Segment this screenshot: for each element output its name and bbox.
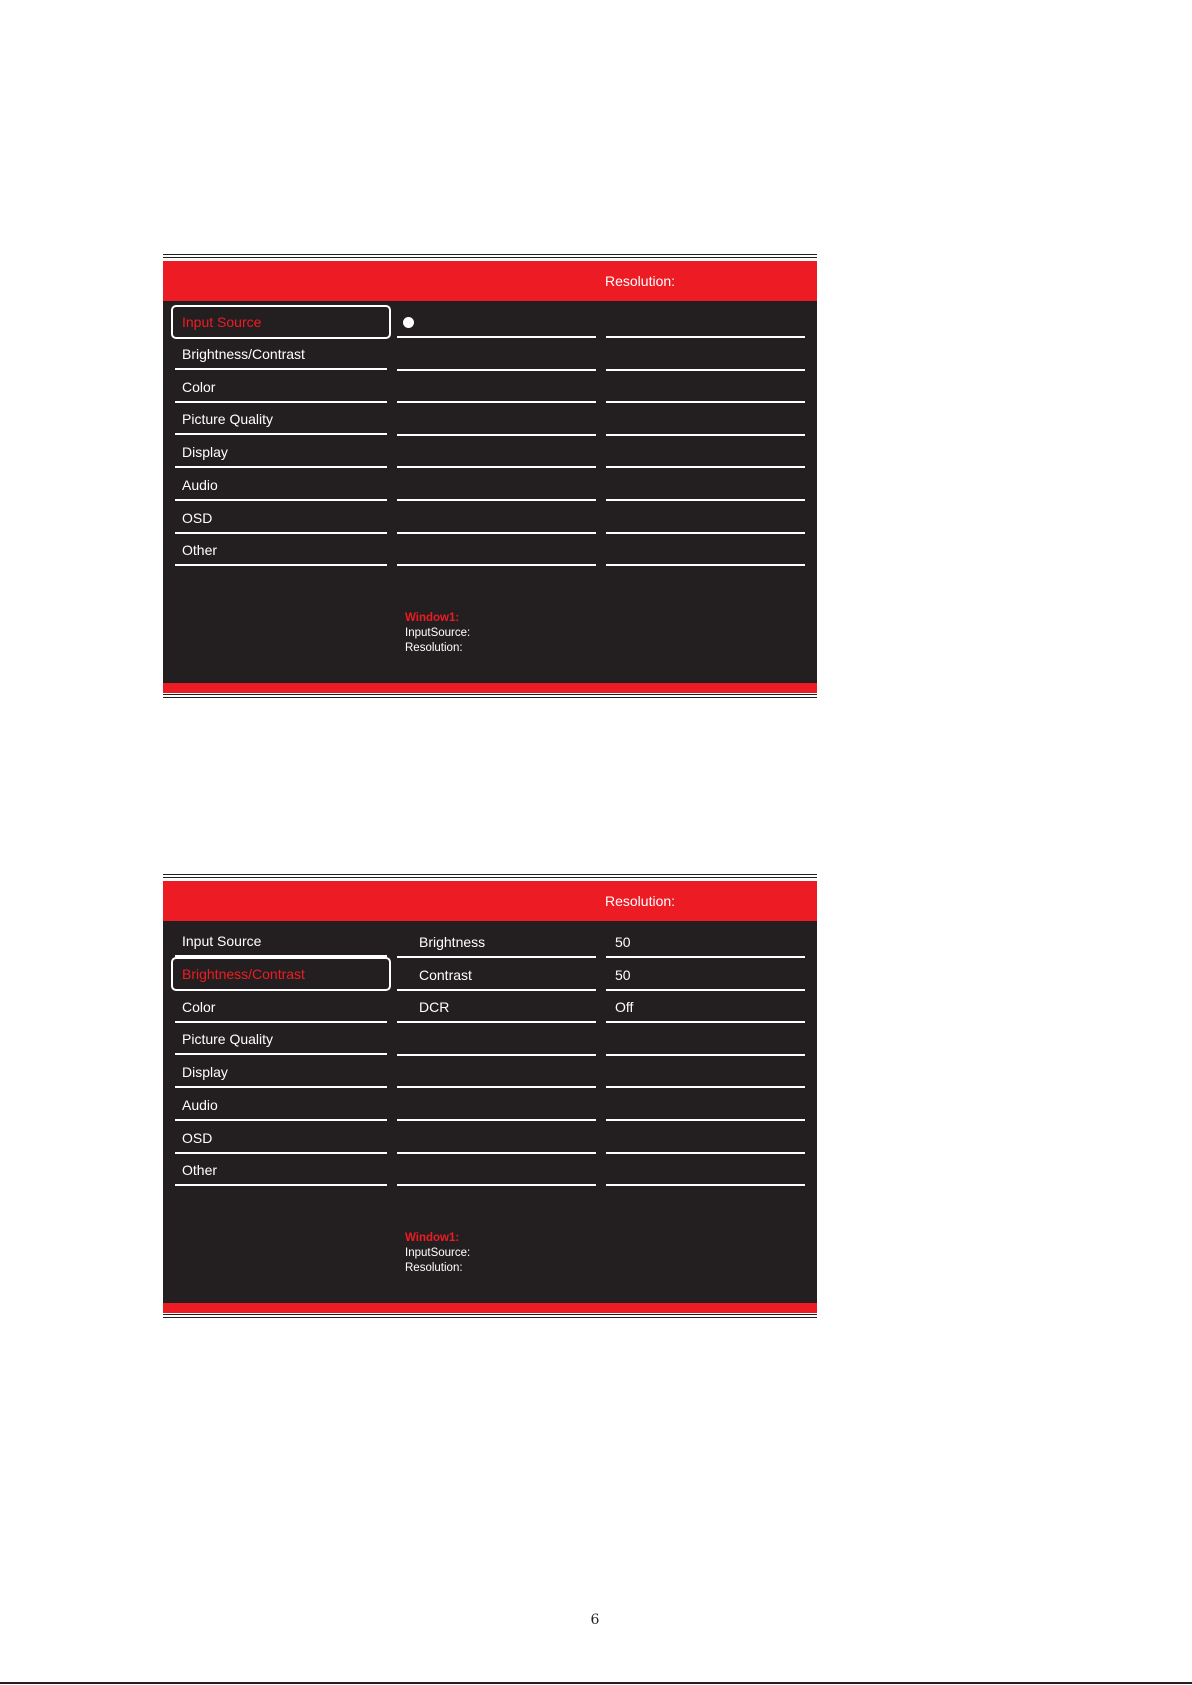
menu-item-other[interactable]: Other (175, 1154, 387, 1186)
submenu-row[interactable] (397, 339, 596, 371)
value-row (606, 306, 805, 338)
input-source-info: InputSource: (405, 1247, 471, 1259)
menu-item-input-source[interactable]: Input Source (171, 305, 391, 339)
value-row (606, 1089, 805, 1121)
header-resolution-label: Resolution: (605, 273, 676, 289)
submenu-row[interactable] (397, 1056, 596, 1088)
menu-item-color[interactable]: Color (175, 991, 387, 1023)
top-rule (163, 874, 817, 875)
menu-item-osd[interactable]: OSD (175, 502, 387, 534)
menu-item-audio[interactable]: Audio (175, 469, 387, 501)
menu-item-osd[interactable]: OSD (175, 1122, 387, 1154)
osd-footer-bar (163, 1303, 817, 1313)
resolution-info: Resolution: (405, 642, 463, 654)
submenu-item-brightness[interactable]: Brightness (397, 926, 596, 958)
submenu-row[interactable] (397, 404, 596, 436)
page-number: 6 (590, 1612, 600, 1628)
submenu-row[interactable] (397, 436, 596, 468)
value-row (606, 436, 805, 468)
top-rule (163, 877, 817, 878)
bottom-rule (163, 1317, 817, 1318)
resolution-info: Resolution: (405, 1262, 463, 1274)
input-source-info: InputSource: (405, 627, 471, 639)
header-resolution-label: Resolution: (605, 893, 676, 909)
window-info (405, 1231, 470, 1276)
submenu-row[interactable] (397, 469, 596, 501)
osd-body (163, 921, 817, 1303)
bottom-rule (163, 694, 817, 695)
osd-body (163, 301, 817, 683)
bottom-rule (163, 697, 817, 698)
menu-item-color[interactable]: Color (175, 371, 387, 403)
window-label: Window1: (405, 612, 460, 624)
submenu-row[interactable] (397, 306, 596, 338)
submenu-row[interactable] (397, 502, 596, 534)
bottom-rule (163, 1314, 817, 1315)
menu-item-picture-quality[interactable]: Picture Quality (175, 1023, 387, 1055)
osd-header (163, 261, 817, 301)
menu-item-other[interactable]: Other (175, 534, 387, 566)
osd-header (163, 881, 817, 921)
value-row (606, 469, 805, 501)
menu-item-audio[interactable]: Audio (175, 1089, 387, 1121)
menu-item-input-source[interactable]: Input Source (175, 925, 387, 957)
osd-screen-input-source (163, 254, 817, 704)
submenu-row[interactable] (397, 1089, 596, 1121)
value-row (606, 1024, 805, 1056)
top-rule (163, 254, 817, 255)
submenu-row[interactable] (397, 371, 596, 403)
top-rule (163, 257, 817, 258)
window-info (405, 611, 470, 656)
value-row (606, 1056, 805, 1088)
value-row (606, 371, 805, 403)
submenu-row[interactable] (397, 1024, 596, 1056)
submenu-item-dcr[interactable]: DCR (397, 991, 596, 1023)
submenu-item-contrast[interactable]: Contrast (397, 959, 596, 991)
menu-item-display[interactable]: Display (175, 1056, 387, 1088)
brightness-value[interactable]: 50 (606, 926, 805, 958)
menu-item-brightness-contrast[interactable]: Brightness/Contrast (171, 957, 391, 991)
menu-item-brightness-contrast[interactable]: Brightness/Contrast (175, 338, 387, 370)
contrast-value[interactable]: 50 (606, 959, 805, 991)
submenu-row[interactable] (397, 1122, 596, 1154)
value-row (606, 534, 805, 566)
value-row (606, 1154, 805, 1186)
submenu-row[interactable] (397, 534, 596, 566)
value-row (606, 339, 805, 371)
dcr-value[interactable]: Off (606, 991, 805, 1023)
value-row (606, 404, 805, 436)
osd-screen-brightness-contrast (163, 874, 817, 1324)
osd-footer-bar (163, 683, 817, 693)
submenu-row[interactable] (397, 1154, 596, 1186)
menu-item-display[interactable]: Display (175, 436, 387, 468)
menu-item-picture-quality[interactable]: Picture Quality (175, 403, 387, 435)
window-label: Window1: (405, 1232, 460, 1244)
page-bottom-rule (0, 1682, 1192, 1684)
value-row (606, 502, 805, 534)
value-row (606, 1122, 805, 1154)
